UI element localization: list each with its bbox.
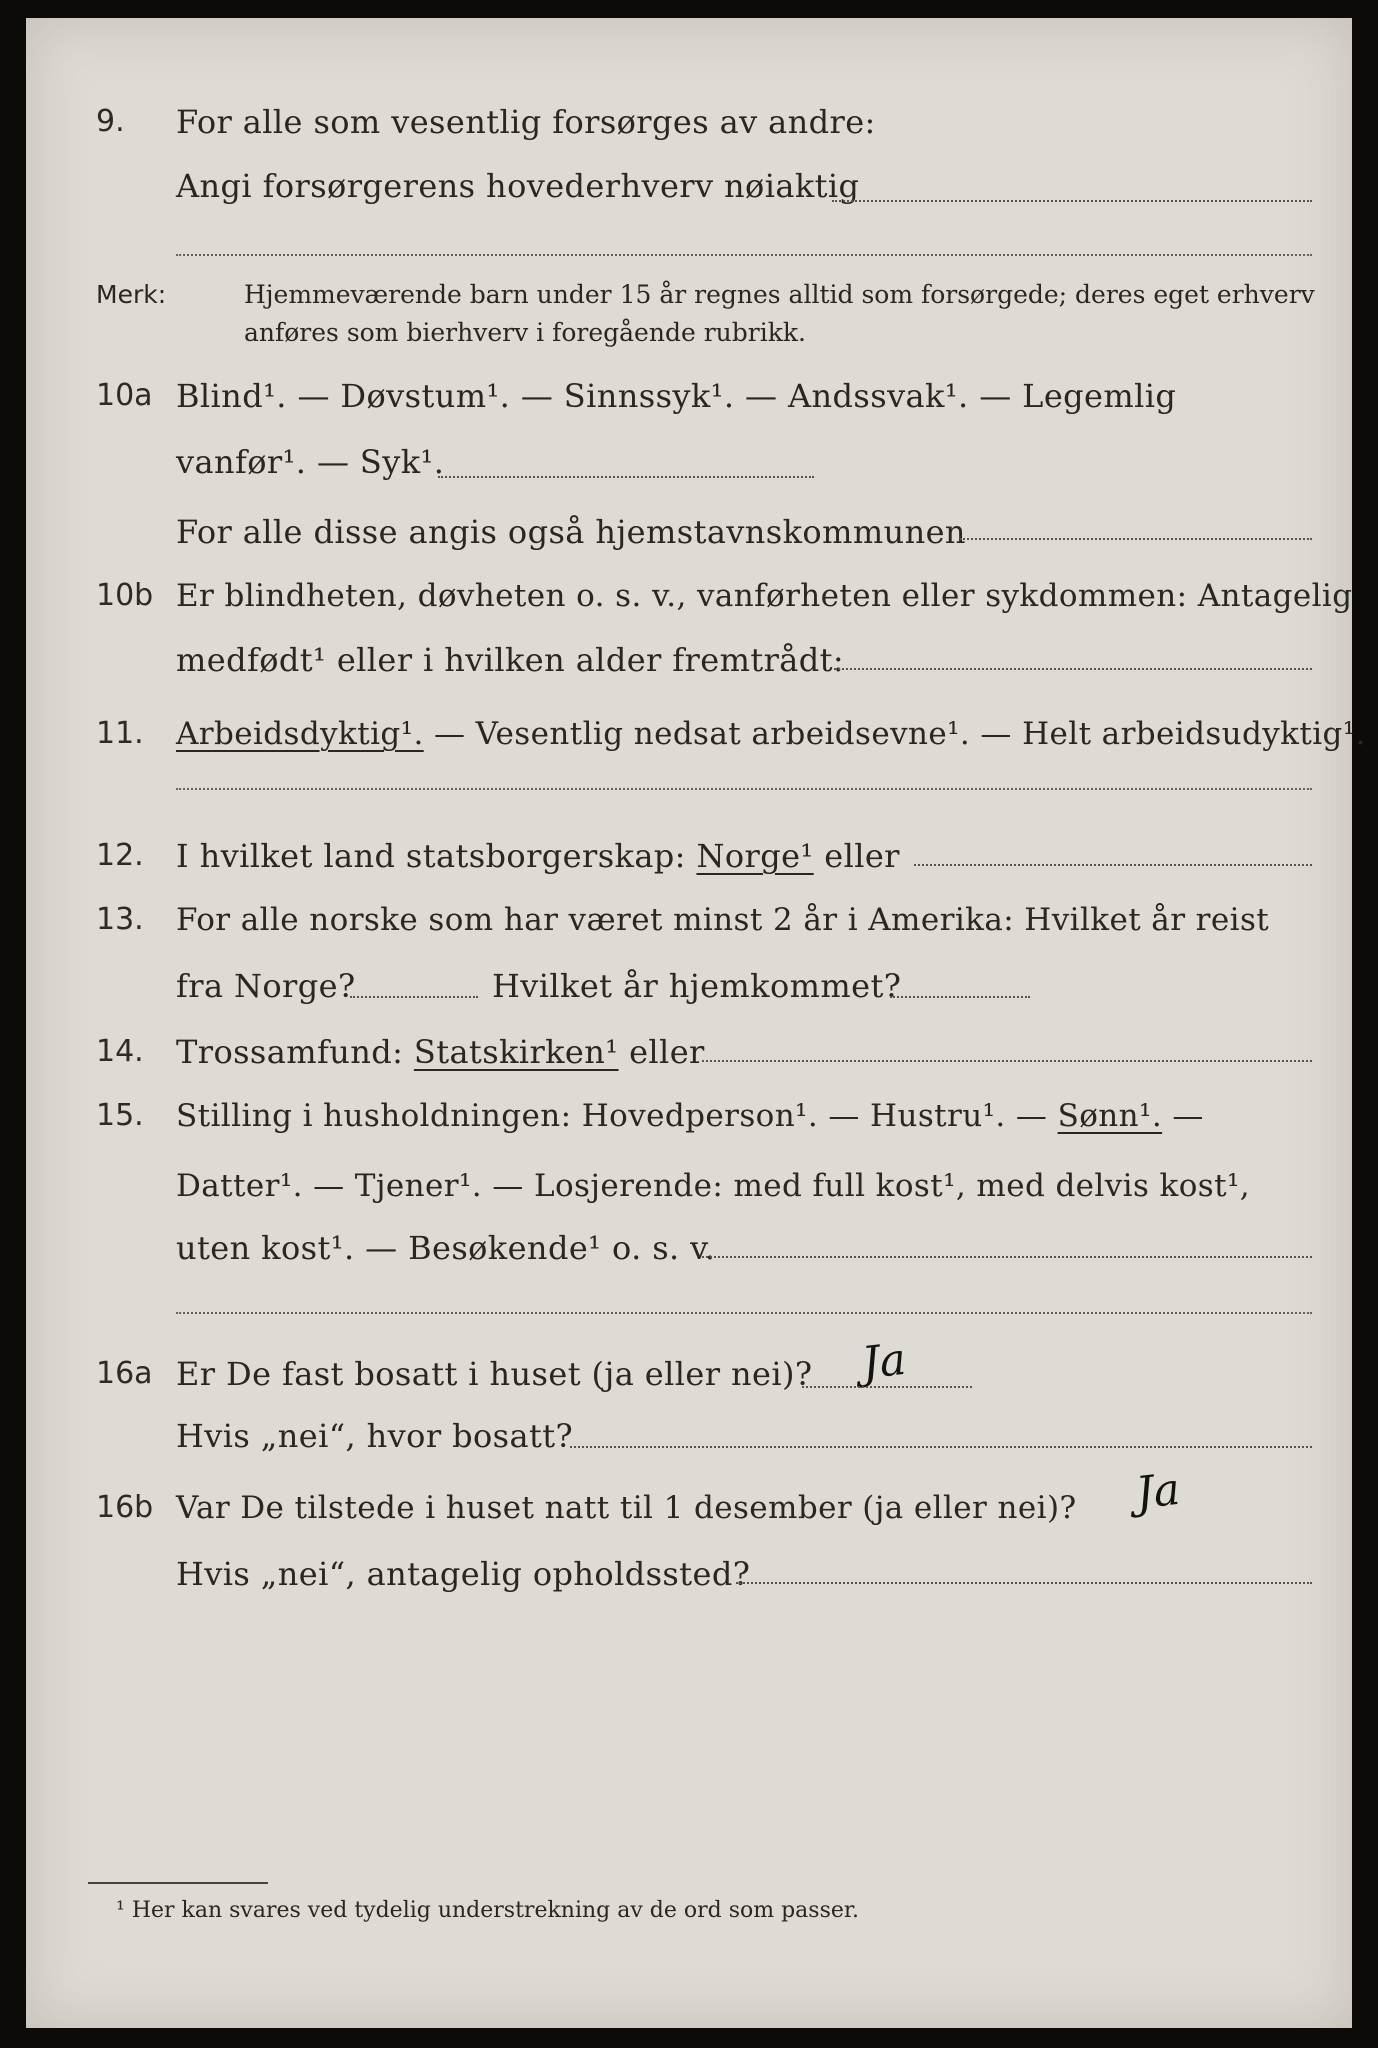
q13-line2	[26, 956, 1352, 1016]
q10b-line2	[26, 630, 1352, 690]
q11-number: 11.	[96, 716, 144, 751]
q14-underlined-answer: Statskirken¹	[413, 1033, 619, 1071]
q9-text-1: For alle som vesentlig forsørges av andre:	[176, 103, 876, 141]
q9-line2	[26, 156, 1352, 216]
q11-line	[26, 704, 1366, 764]
q16b-text-2: Hvis „nei“, antagelig opholdssted?	[176, 1555, 751, 1593]
q12-text	[176, 826, 900, 886]
q16a-handwritten-answer: Ja	[859, 1333, 909, 1390]
q16b-handwritten-answer: Ja	[1133, 1463, 1183, 1520]
q15-underlined-answer: Sønn¹.	[1057, 1098, 1163, 1134]
q10a-line3	[26, 502, 1352, 562]
q15-line2	[26, 1156, 1352, 1216]
q15-line1	[26, 1086, 1352, 1146]
q16a-bosatt-answer-line[interactable]	[570, 1446, 1312, 1448]
q13-hjemkommet-answer-line[interactable]	[890, 996, 1030, 998]
q13-text-2a: fra Norge?	[176, 967, 356, 1005]
q10b-answer-line[interactable]	[834, 668, 1312, 670]
q10a-line2	[26, 432, 1352, 492]
q13-text-2b: Hvilket år hjemkommet?	[492, 967, 902, 1005]
census-form-page	[26, 18, 1366, 2028]
q12-underlined-answer: Norge¹	[696, 837, 814, 875]
q16b-text-1: Var De tilstede i huset natt til 1 desember (ja eller nei)?	[176, 1490, 1077, 1526]
footnote: ¹ Her kan svares ved tydelig understrekning av de ord som passer.	[116, 1898, 859, 1923]
q11-underlined-answer: Arbeidsdyktig¹.	[176, 716, 424, 752]
q16a-text-1: Er De fast bosatt i huset (ja eller nei)?	[176, 1355, 813, 1393]
q15-text-1b: —	[1162, 1098, 1204, 1134]
q16a-line2	[26, 1406, 1352, 1466]
q10a-syk-answer-line[interactable]	[438, 476, 814, 478]
merk-text: Hjemmeværende barn under 15 år regnes alltid som forsørgede; deres eget erhverv anføres som bierhverv i foregående rubrikk.	[244, 280, 1315, 347]
q12-after: eller	[813, 837, 900, 875]
q13-line1	[26, 890, 1352, 950]
q15-text-1	[176, 1086, 1204, 1146]
merk-label: Merk:	[96, 280, 167, 309]
q14-after: eller	[618, 1033, 705, 1071]
q9-line1	[26, 92, 1352, 152]
q10a-text-2: vanfør¹. — Syk¹.	[176, 443, 445, 481]
q10a-line1	[26, 366, 1352, 426]
q14-text	[176, 1022, 705, 1082]
q15-answer-line-2[interactable]	[176, 1312, 1312, 1314]
q16b-opholdssted-answer-line[interactable]	[736, 1582, 1312, 1584]
merk-note	[96, 276, 1336, 356]
q10a-text-1: Blind¹. — Døvstum¹. — Sinnssyk¹. — Andssvak¹. — Legemlig	[176, 377, 1177, 415]
q15-text-2: Datter¹. — Tjener¹. — Losjerende: med full kost¹, med delvis kost¹,	[176, 1168, 1251, 1204]
q14-line	[26, 1022, 1352, 1082]
q12-question: I hvilket land statsborgerskap:	[176, 837, 686, 875]
q12-line	[26, 826, 1352, 886]
q13-text-1: For alle norske som har været minst 2 år i Amerika: Hvilket år reist	[176, 902, 1270, 938]
q9-number: 9.	[96, 104, 125, 139]
q10a-number: 10a	[96, 378, 153, 413]
q11-rest: — Vesentlig nedsat arbeidsevne¹. — Helt arbeidsudyktig¹.	[423, 716, 1366, 752]
q11-answer-line[interactable]	[176, 788, 1312, 790]
q14-answer-line[interactable]	[702, 1060, 1312, 1062]
q9-answer-line[interactable]	[832, 200, 1312, 202]
q16a-answer-line[interactable]	[802, 1386, 972, 1388]
q15-text-1a: Stilling i husholdningen: Hovedperson¹. — Hustru¹. —	[176, 1098, 1058, 1134]
q15-number: 15.	[96, 1098, 144, 1133]
q12-answer-line[interactable]	[914, 864, 1312, 866]
q10b-number: 10b	[96, 578, 154, 613]
q16b-line2	[26, 1544, 1352, 1604]
q9-answer-line-2[interactable]	[176, 254, 1312, 256]
q10a-text-3: For alle disse angis også hjemstavnskommunen	[176, 513, 966, 551]
q14-question: Trossamfund:	[176, 1033, 414, 1071]
q14-number: 14.	[96, 1034, 144, 1069]
q15-answer-line[interactable]	[702, 1256, 1312, 1258]
q9-text-2: Angi forsørgerens hovederhverv nøiaktig	[176, 167, 860, 205]
q12-number: 12.	[96, 838, 144, 873]
q13-number: 13.	[96, 902, 144, 937]
q16a-text-2: Hvis „nei“, hvor bosatt?	[176, 1417, 574, 1455]
q10b-text-2: medfødt¹ eller i hvilken alder fremtrådt:	[176, 641, 845, 679]
q10b-line1	[26, 566, 1352, 626]
q13-reist-answer-line[interactable]	[350, 996, 478, 998]
q15-text-3: uten kost¹. — Besøkende¹ o. s. v.	[176, 1229, 716, 1267]
q16a-number: 16a	[96, 1356, 153, 1391]
q16b-number: 16b	[96, 1490, 154, 1525]
q10b-text-1: Er blindheten, døvheten o. s. v., vanførheten eller sykdommen: Antagelig	[176, 578, 1353, 614]
q10a-hjemstavn-answer-line[interactable]	[960, 538, 1312, 540]
footnote-rule	[88, 1882, 268, 1884]
q11-text	[176, 704, 1366, 764]
q16a-line1	[26, 1344, 1352, 1404]
q15-line3	[26, 1218, 1352, 1278]
